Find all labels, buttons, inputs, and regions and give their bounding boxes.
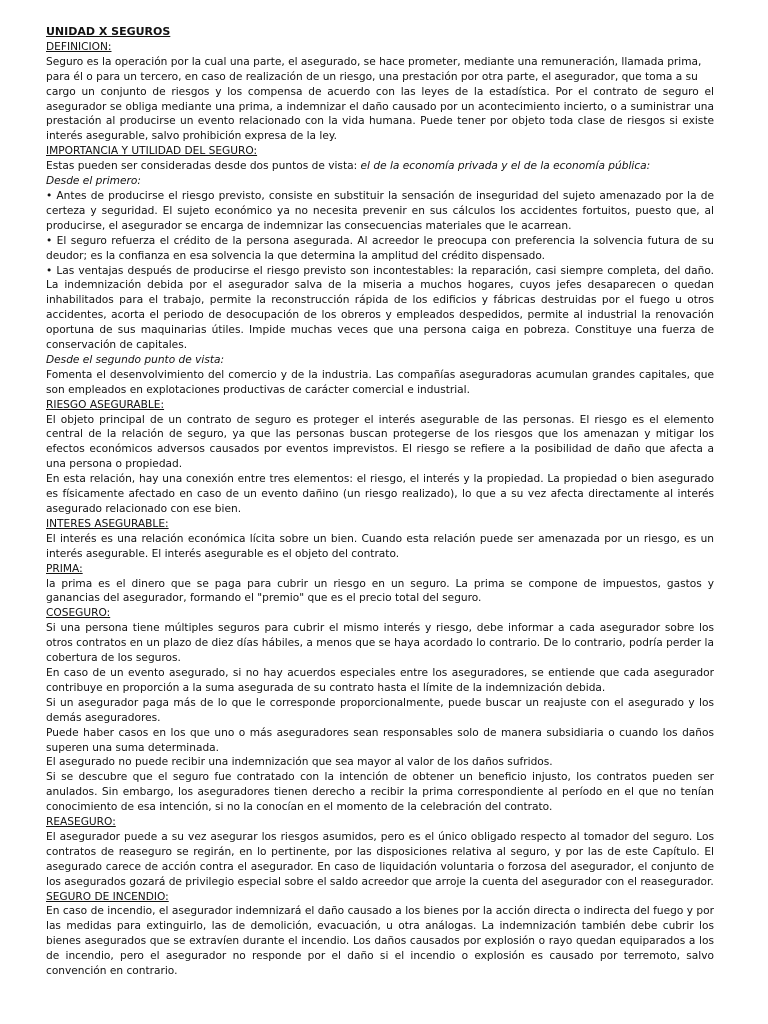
section-heading-incendio: SEGURO DE INCENDIO:	[46, 890, 169, 903]
paragraph-text: Estas pueden ser consideradas desde dos puntos de vista:	[46, 160, 361, 173]
bullet-item: • Antes de producirse el riesgo previsto, consiste en substituir la sensación de inseguridad del sujeto amenazado por la de certeza y seguridad. El sujeto económico ya no necesita prevenir en sus cálculos los accidentes fortuitos, puesto que, al producirse, el asegurador se encarga de indemnizar las consecuencias materiales que le acarrean.	[46, 189, 714, 232]
subheading: Desde el primero:	[46, 175, 141, 188]
bullet-item: • El seguro refuerza el crédito de la persona asegurada. Al acreedor le preocupa con preferencia la solvencia futura de su deudor; es la confianza en esa solvencia la que determina la amplitud del crédito dispensado.	[46, 234, 714, 262]
paragraph: Si una persona tiene múltiples seguros para cubrir el mismo interés y riesgo, debe informar a cada asegurador sobre los otros contratos en un plazo de diez días hábiles, a menos que se haya acordado lo contrario. De lo contrario, podría perder la cobertura de los seguros.	[46, 622, 714, 665]
paragraph: Si se descubre que el seguro fue contratado con la intención de obtener un beneficio injusto, los contratos pueden ser anulados. Sin embargo, los aseguradores tienen derecho a recibir la prima correspondiente al período en el que no tenían conocimiento de esa intención, si no la conocían en el momento de la celebración del contrato.	[46, 771, 714, 814]
paragraph: El objeto principal de un contrato de seguro es proteger el interés asegurable de las personas. El riesgo es el elemento central de la relación de seguro, ya que las personas buscan protegerse de los riesgos que los amenazan y mitigar los efectos económicos adversos causados por eventos imprevistos. El riesgo se refiere a la posibilidad de daño que afecta a una persona o propiedad.	[46, 413, 714, 471]
paragraph: cargo un conjunto de riesgos y los compensa de acuerdo con las leyes de la estadística. Por el contrato de seguro el asegurador se obliga mediante una prima, a indemnizar el daño causado por un acontecimiento incierto, o a suministrar una prestación al producirse un evento relacionado con la vida humana. Puede tener por objeto toda clase de riesgos si existe interés asegurable, salvo prohibición expresa de la ley.	[46, 85, 714, 143]
subheading: Desde el segundo punto de vista:	[46, 353, 225, 366]
section-heading-definicion: DEFINICION:	[46, 40, 112, 53]
section-heading-importancia: IMPORTANCIA Y UTILIDAD DEL SEGURO:	[46, 145, 258, 158]
paragraph: En esta relación, hay una conexión entre tres elementos: el riesgo, el interés y la propiedad. La propiedad o bien asegurado es físicamente afectado en caso de un evento dañino (un riesgo realizado), lo que a su vez afecta directamente al interés asegurado relacionado con ese bien.	[46, 473, 714, 515]
paragraph: El asegurador puede a su vez asegurar los riesgos asumidos, pero es el único obligado respecto al tomador del seguro. Los contratos de reaseguro se regirán, en lo pertinente, por las disposiciones relativa al seguro, y por las de este Capítulo. El asegurado carece de acción contra el asegurador. En caso de liquidación voluntaria o forzosa del asegurador, el conjunto de los asegurados gozará de privilegio especial sobre el saldo acreedor que arroje la cuenta del asegurador con el reasegurador.	[46, 830, 714, 888]
document-page	[46, 25, 714, 979]
paragraph: Fomenta el desenvolvimiento del comercio y de la industria. Las compañías aseguradoras acumulan grandes capitales, que son empleados en explotaciones productivas de carácter comercial e industrial.	[46, 368, 714, 396]
paragraph: Seguro es la operación por la cual una parte, el asegurado, se hace prometer, mediante una remuneración, llamada prima, para él o para un tercero, en caso de realización de un riesgo, una prestación por otra parte, el asegurador, que toma a su	[46, 55, 702, 83]
section-heading-prima: PRIMA:	[46, 562, 83, 575]
paragraph: En caso de un evento asegurado, si no hay acuerdos especiales entre los aseguradores, se entiende que cada asegurador contribuye en proporción a la suma asegurada de su contrato hasta el límite de la indemnización debida.	[46, 666, 714, 694]
section-heading-interes: INTERES ASEGURABLE:	[46, 517, 169, 530]
paragraph: Puede haber casos en los que uno o más aseguradores sean responsables solo de manera subsidiaria o cuando los daños superen una suma determinada.	[46, 726, 714, 754]
paragraph: El asegurado no puede recibir una indemnización que sea mayor al valor de los daños sufridos.	[46, 756, 553, 769]
paragraph-italic-text: el de la economía privada y el de la economía pública:	[360, 160, 651, 173]
section-heading-riesgo: RIESGO ASEGURABLE:	[46, 398, 165, 411]
paragraph	[46, 159, 714, 174]
section-heading-coseguro: COSEGURO:	[46, 607, 111, 620]
document-title: UNIDAD X SEGUROS	[46, 25, 171, 38]
paragraph: El interés es una relación económica lícita sobre un bien. Cuando esta relación puede ser amenazada por un riesgo, es un interés asegurable. El interés asegurable es el objeto del contrato.	[46, 532, 714, 560]
paragraph: Si un asegurador paga más de lo que le corresponde proporcionalmente, puede buscar un reajuste con el asegurado y los demás aseguradores.	[46, 696, 714, 724]
paragraph: En caso de incendio, el asegurador indemnizará el daño causado a los bienes por la acción directa o indirecta del fuego y por las medidas para extinguirlo, las de demolición, evacuación, u otra análogas. La indemnización también debe cubrir los bienes asegurados que se extravíen durante el incendio. Los daños causados por explosión o rayo quedan equiparados a los de incendio, pero el asegurador no responde por el daño si el incendio o explosión es causado por terremoto, salvo convención en contrario.	[46, 905, 714, 978]
paragraph: la prima es el dinero que se paga para cubrir un riesgo en un seguro. La prima se compone de impuestos, gastos y ganancias del asegurador, formando el "premio" que es el precio total del seguro.	[46, 577, 714, 605]
section-heading-reaseguro: REASEGURO:	[46, 816, 116, 829]
bullet-item: • Las ventajas después de producirse el riesgo previsto son incontestables: la reparación, casi siempre completa, del daño. La indemnización debida por el asegurador salva de la miseria a muchos hogares, cuyos jefes desaparecen o quedan inhabilitados para el trabajo, permite la reconstrucción rápida de los edificios y fábricas destruidas por el fuego u otros accidentes, acorta el periodo de desocupación de los obreros y empleados despedidos, permite al industrial la renovación oportuna de sus maquinarias útiles. Impide muchas veces que una persona caiga en pobreza. Constituye una fuerza de conservación de capitales.	[46, 264, 714, 352]
